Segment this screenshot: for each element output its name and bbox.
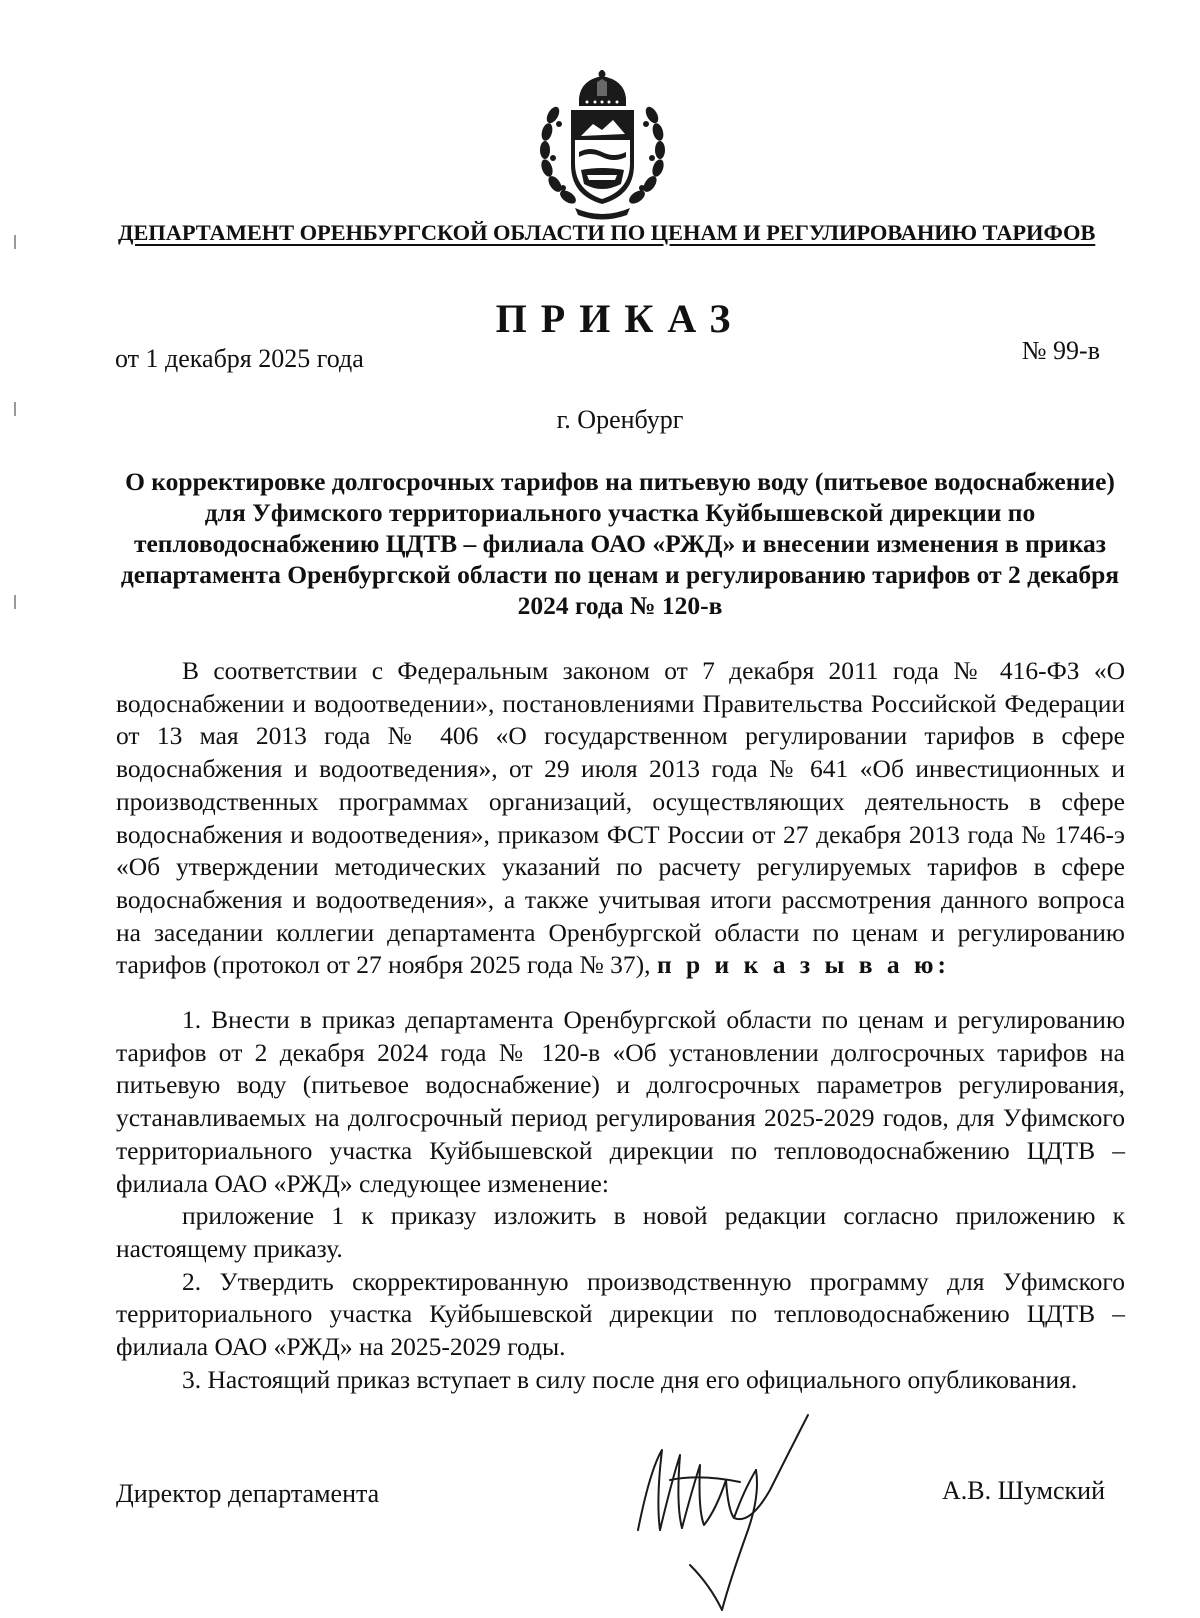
order-number: № 99-в (1021, 336, 1100, 365)
document-type-title: ПРИКАЗ (495, 296, 745, 341)
order-body (116, 655, 1125, 1396)
preamble-text: В соответствии с Федеральным законом от 7 декабря 2011 года № 416-ФЗ «О водоснабжении и водоотведении», постановлениями Правительства Российской Федерации от 13 мая 2013 года № 406 «О государственном регулировании тарифов в сфере водоснабжения и водоотведения», от 29 июля 2013 года № 641 «Об инвестиционных и производственных программах организаций, осуществляющих деятельность в сфере водоснабжения и водоотведения», приказом ФСТ России от 27 декабря 2013 года № 1746-э «Об утверждении методических указаний по расчету регулируемых тарифов в сфере водоснабжения и водоотведения», а также учитывая итоги рассмотрения данного вопроса на заседании коллегии департамента Оренбургской области по ценам и регулированию тарифов (протокол от 27 ноября 2025 года № 37), (116, 656, 1125, 980)
handwritten-signature (630, 1410, 830, 1615)
signatory-role: Директор департамента (116, 1479, 380, 1508)
order-item-2: 2. Утвердить скорректированную производственную программу для Уфимского территориального участка Куйбышевской дирекции по тепловодоснабжению ЦДТВ – филиала ОАО «РЖД» на 2025-2029 годы. (116, 1266, 1125, 1362)
order-item-1-detail: приложение 1 к приказу изложить в новой редакции согласно приложению к настоящему приказу. (116, 1201, 1125, 1263)
order-subject: О корректировке долгосрочных тарифов на питьевую воду (питьевое водоснабжение) для Уфимского территориального участка Куйбышевской дирекции по тепловодоснабжению ЦДТВ – филиала ОАО «РЖД» и внесении изменения в приказ департамента Оренбургской области по ценам и регулированию тарифов от 2 декабря 2024 года № 120-в (120, 467, 1120, 620)
order-item-3: 3. Настоящий приказ вступает в силу после дня его официального опубликования. (182, 1364, 1078, 1394)
city: г. Оренбург (556, 405, 684, 434)
decree-word: п р и к а з ы в а ю: (656, 950, 950, 980)
department-name: ДЕПАРТАМЕНТ ОРЕНБУРГСКОЙ ОБЛАСТИ ПО ЦЕНАМ И РЕГУЛИРОВАНИЮ ТАРИФОВ (118, 220, 1096, 245)
order-date: от 1 декабря 2025 года (115, 344, 364, 373)
coat-of-arms-emblem (535, 70, 670, 220)
preamble-paragraph (116, 655, 1125, 982)
signatory-name: А.В. Шумский (942, 1476, 1105, 1505)
margin-mark (14, 595, 16, 609)
order-item-1: 1. Внести в приказ департамента Оренбургской области по ценам и регулированию тарифов от 2 декабря 2024 года № 120-в «Об установлении долгосрочных тарифов на питьевую воду (питьевое водоснабжение) и долгосрочных параметров регулирования, устанавливаемых на долгосрочный период регулирования 2025-2029 годов, для Уфимского территориального участка Куйбышевской дирекции по тепловодоснабжению ЦДТВ – филиала ОАО «РЖД» следующее изменение: (116, 1005, 1125, 1198)
margin-mark (14, 235, 16, 249)
